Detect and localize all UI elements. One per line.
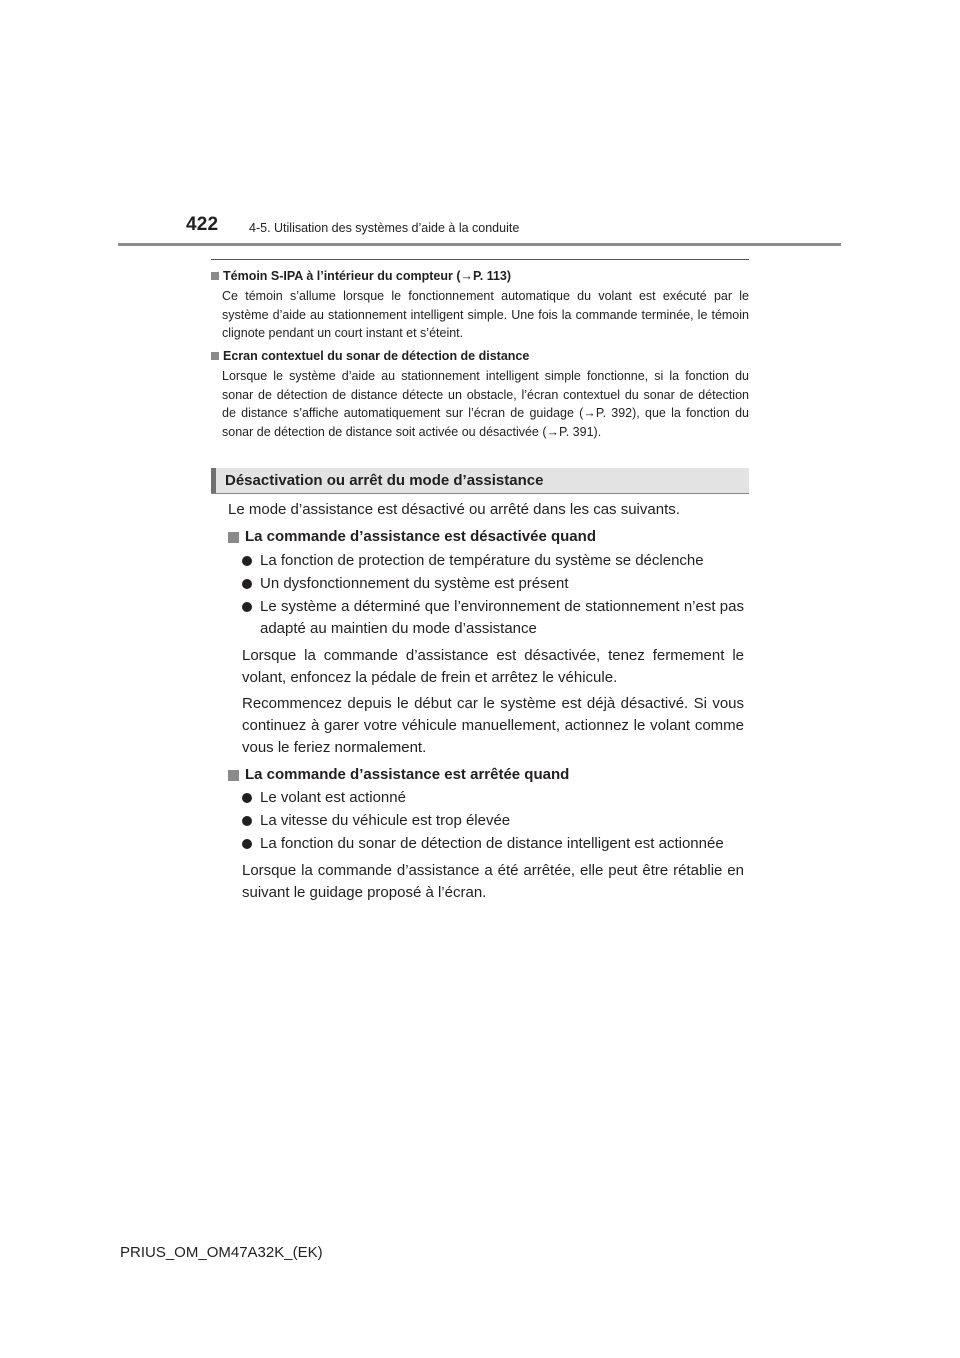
square-bullet-icon [211, 272, 219, 280]
list-item: La vitesse du véhicule est trop élevée [228, 810, 744, 832]
stopped-paragraph: Lorsque la commande d’assistance a été arrêtée, elle peut être rétablie en suivant le guidage proposé à l’écran. [242, 862, 744, 901]
square-bullet-icon [228, 770, 239, 781]
bullet-dot-icon [242, 602, 252, 612]
sonar-note [211, 348, 749, 441]
bullet-dot-icon [242, 793, 252, 803]
sonar-note-body: Lorsque le système d’aide au stationnement intelligent simple fonctionne, si la fonction du sonar de détection de distance détecte un obstacle, l’écran contextuel du sonar de détection de distance s’affiche automatiquement sur l’écran de guidage (→P. 392), que la fonction du sonar de détection de distance soit activée ou désactivée (→P. 391). [222, 369, 749, 439]
bullet-dot-icon [242, 816, 252, 826]
main-content [228, 499, 744, 904]
page-number: 422 [186, 214, 219, 235]
bullet-dot-icon [242, 579, 252, 589]
intro-text: Le mode d’assistance est désactivé ou arrêté dans les cas suivants. [228, 501, 680, 518]
square-bullet-icon [211, 352, 219, 360]
list-item: Le volant est actionné [228, 787, 744, 809]
sonar-note-title: Ecran contextuel du sonar de détection de distance [223, 349, 530, 363]
deactivated-paragraph-1: Lorsque la commande d’assistance est désactivée, tenez fermement le volant, enfoncez la pédale de frein et arrêtez le véhicule. [242, 647, 744, 686]
bullet-dot-icon [242, 556, 252, 566]
section-title-accent [211, 468, 216, 493]
sonar-note-heading [211, 348, 749, 364]
section-title: Désactivation ou arrêt du mode d’assistance [225, 472, 544, 489]
content-rule [211, 259, 749, 260]
sipa-note-heading [211, 268, 749, 284]
sipa-note-body: Ce témoin s’allume lorsque le fonctionnement automatique du volant est exécuté par le système d’aide au stationnement intelligent simple. Une fois la commande terminée, le témoin clignote pendant un court instant et s’éteint. [222, 289, 749, 340]
deactivated-heading [228, 526, 744, 548]
list-item: Un dysfonctionnement du système est présent [228, 573, 744, 595]
bullet-dot-icon [242, 839, 252, 849]
deactivated-paragraph-2: Recommencez depuis le début car le système est déjà désactivé. Si vous continuez à garer votre véhicule manuellement, actionnez le volant comme vous le feriez normalement. [242, 695, 744, 756]
list-item: La fonction de protection de température du système se déclenche [228, 550, 744, 572]
sipa-note-title: Témoin S-IPA à l’intérieur du compteur (→P. 113) [223, 269, 512, 283]
section-title-bar [211, 468, 749, 494]
stopped-title: La commande d’assistance est arrêtée quand [245, 766, 570, 783]
deactivated-title: La commande d’assistance est désactivée quand [245, 528, 596, 545]
document-code: PRIUS_OM_OM47A32K_(EK) [120, 1244, 323, 1261]
list-item: La fonction du sonar de détection de distance intelligent est actionnée [228, 833, 744, 855]
stopped-heading [228, 764, 744, 786]
section-header: 4-5. Utilisation des systèmes d’aide à la conduite [249, 221, 520, 235]
square-bullet-icon [228, 532, 239, 543]
sipa-note [211, 268, 749, 343]
list-item: Le système a déterminé que l’environnement de stationnement n’est pas adapté au maintien du mode d’assistance [228, 596, 744, 640]
header-rule [118, 243, 841, 246]
